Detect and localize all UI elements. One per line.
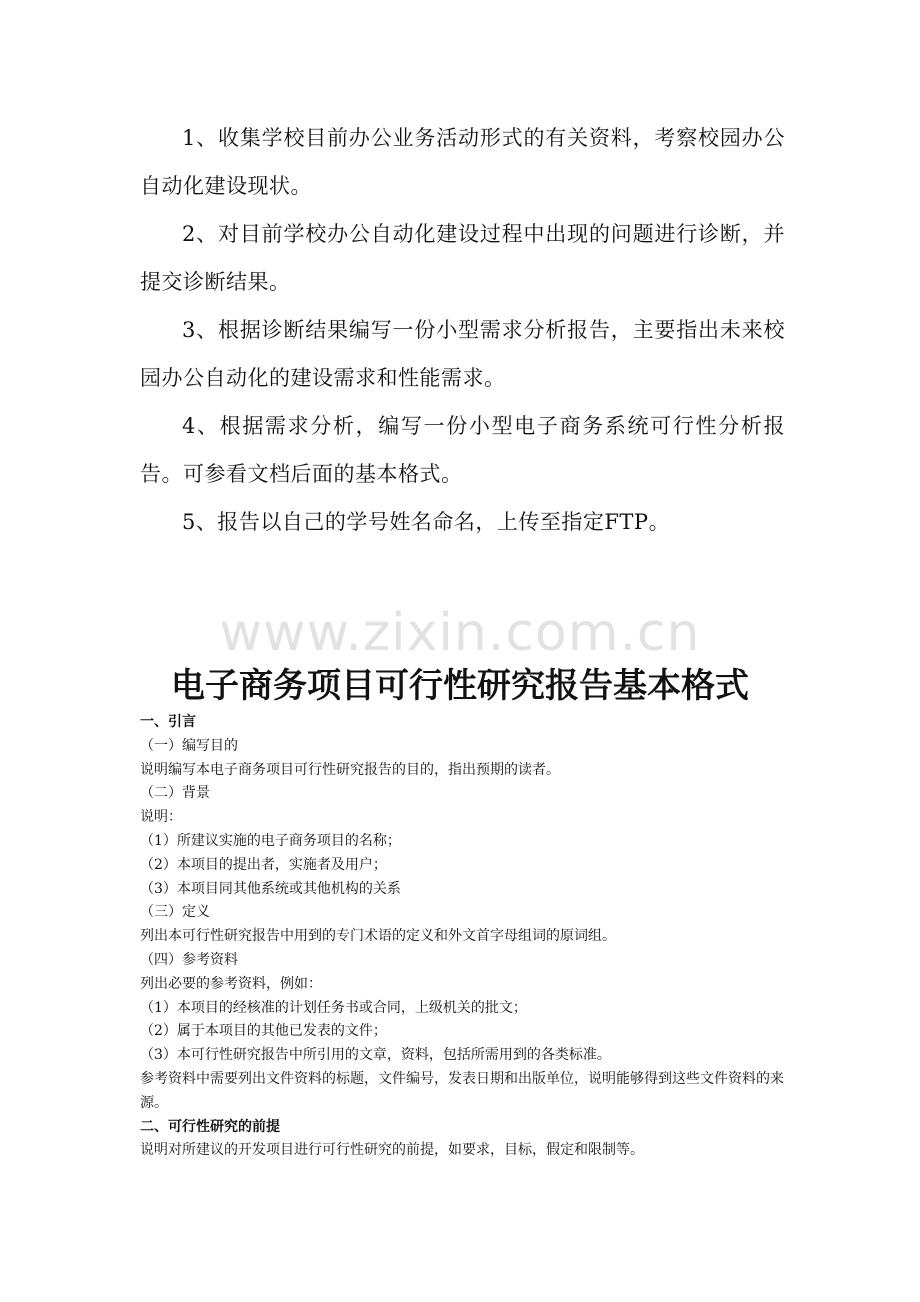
background-text: 说明： [140, 809, 182, 826]
report-format-body [140, 711, 790, 1163]
background-item: （2）本项目的提出者，实施者及用户； [140, 856, 387, 873]
task-paragraph-2: 2、对目前学校办公自动化建设过程中出现的问题进行诊断，并提交诊断结果。 [140, 222, 785, 294]
references-note: 参考资料中需要列出文件资料的标题，文件编号，发表日期和出版单位，说明能够得到这些文件资料的来源。 [140, 1070, 784, 1111]
definitions-text: 列出本可行性研究报告中用到的专门术语的定义和外文首字母组词的原词组。 [140, 928, 616, 945]
task-paragraph-1: 1、收集学校目前办公业务活动形式的有关资料，考察校园办公自动化建设现状。 [140, 126, 785, 198]
references-item: （3）本可行性研究报告中所引用的文章，资料，包括所需用到的各类标准。 [140, 1047, 611, 1064]
task-paragraph-4: 4、根据需求分析，编写一份小型电子商务系统可行性分析报告。可参看文档后面的基本格式。 [140, 414, 785, 486]
section-heading-introduction: 一、引言 [140, 714, 196, 730]
task-paragraph-5: 5、报告以自己的学号姓名命名，上传至指定FTP。 [182, 510, 671, 534]
premise-text: 说明对所建议的开发项目进行可行性研究的前提，如要求，目标，假定和限制等。 [140, 1142, 644, 1159]
task-list [140, 114, 785, 546]
task-paragraph-3: 3、根据诊断结果编写一份小型需求分析报告，主要指出未来校园办公自动化的建设需求和性能需求。 [140, 318, 785, 390]
references-item: （2）属于本项目的其他已发表的文件； [140, 1023, 387, 1040]
purpose-text: 说明编写本电子商务项目可行性研究报告的目的，指出预期的读者。 [140, 761, 560, 778]
references-text: 列出必要的参考资料，例如： [140, 975, 322, 992]
background-item: （1）所建议实施的电子商务项目的名称； [140, 832, 401, 849]
background-item: （3）本项目同其他系统或其他机构的关系 [140, 880, 401, 897]
subsection-heading-references: （四）参考资料 [140, 951, 238, 968]
section-heading-premise: 二、可行性研究的前提 [140, 1118, 280, 1135]
watermark: www.zixin.com.cn [219, 603, 701, 663]
subsection-heading-definitions: （三）定义 [140, 904, 210, 921]
references-item: （1）本项目的经核准的计划任务书或合同，上级机关的批文； [140, 999, 527, 1016]
document-title: 电子商务项目可行性研究报告基本格式 [171, 666, 749, 706]
subsection-heading-purpose: （一）编写目的 [140, 737, 238, 754]
subsection-heading-background: （二）背景 [140, 785, 210, 802]
